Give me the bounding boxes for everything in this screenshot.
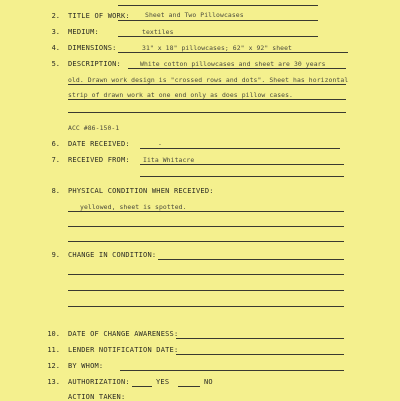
description-line-3: [68, 99, 346, 100]
date-received-value: -: [158, 140, 162, 148]
action-taken-label: ACTION TAKEN:: [68, 393, 126, 401]
change-in-condition-line-1: [158, 259, 344, 260]
description-line-1: [128, 68, 346, 69]
field-8-label: PHYSICAL CONDITION WHEN RECEIVED:: [68, 187, 214, 195]
description-line-4: [68, 112, 346, 113]
field-1-line: [118, 5, 318, 6]
dimensions-line: [118, 52, 348, 53]
field-13-label: AUTHORIZATION:: [68, 378, 130, 386]
description-value-line-1: White cotton pillowcases and sheet are 30 years: [140, 60, 326, 68]
authorization-yes-line: [132, 386, 152, 387]
field-7-label: RECEIVED FROM:: [68, 156, 130, 164]
change-in-condition-line-2: [68, 274, 344, 275]
field-6-label: DATE RECEIVED:: [68, 140, 130, 148]
field-8-number: 8.: [51, 187, 60, 195]
field-10-number: 10.: [47, 330, 60, 338]
field-10-label: DATE OF CHANGE AWARENESS:: [68, 330, 179, 338]
authorization-yes-label: YES: [156, 378, 170, 386]
field-11-number: 11.: [47, 346, 60, 354]
by-whom-line: [120, 370, 344, 371]
dimensions-value: 31" x 18" pillowcases; 62" x 92" sheet: [142, 44, 293, 52]
title-of-work-line: [118, 20, 318, 21]
authorization-no-line: [178, 386, 200, 387]
medium-value: textiles: [142, 28, 174, 36]
field-9-label: CHANGE IN CONDITION:: [68, 251, 157, 259]
description-value-line-3: strip of drawn work at one end only as does pillow cases.: [68, 91, 294, 99]
title-of-work-value: Sheet and Two Pillowcases: [145, 11, 244, 19]
description-line-2: [68, 84, 346, 85]
field-2-number: 2.: [51, 12, 60, 20]
field-9-number: 9.: [51, 251, 60, 259]
accession-number: ACC #86-150-1: [68, 124, 120, 132]
received-from-line-1: [140, 164, 344, 165]
field-4-number: 4.: [51, 44, 60, 52]
lender-notification-date-line: [176, 354, 344, 355]
field-7-number: 7.: [51, 156, 60, 164]
field-11-label: LENDER NOTIFICATION DATE:: [68, 346, 179, 354]
received-from-value: Iita Whitacre: [143, 156, 195, 164]
field-13-number: 13.: [47, 378, 60, 386]
authorization-no-label: NO: [204, 378, 213, 386]
field-5-label: DESCRIPTION:: [68, 60, 121, 68]
date-received-line: [140, 148, 340, 149]
physical-condition-value: yellowed, sheet is spotted.: [80, 203, 187, 211]
field-12-label: BY WHOM:: [68, 362, 104, 370]
description-value-line-2: old. Drawn work design is "crossed rows and dots". Sheet has horizontal: [68, 76, 349, 84]
field-12-number: 12.: [47, 362, 60, 370]
change-in-condition-line-3: [68, 290, 344, 291]
field-2-label: TITLE OF WORK:: [68, 12, 130, 20]
field-6-number: 6.: [51, 140, 60, 148]
field-3-number: 3.: [51, 28, 60, 36]
field-4-label: DIMENSIONS:: [68, 44, 117, 52]
medium-line: [118, 36, 318, 37]
change-in-condition-line-4: [68, 306, 344, 307]
field-3-label: MEDIUM:: [68, 28, 99, 36]
physical-condition-line-1: [68, 211, 344, 212]
field-5-number: 5.: [51, 60, 60, 68]
received-from-line-2: [140, 176, 344, 177]
date-of-change-awareness-line: [176, 338, 344, 339]
physical-condition-line-2: [68, 226, 344, 227]
physical-condition-line-3: [68, 241, 344, 242]
